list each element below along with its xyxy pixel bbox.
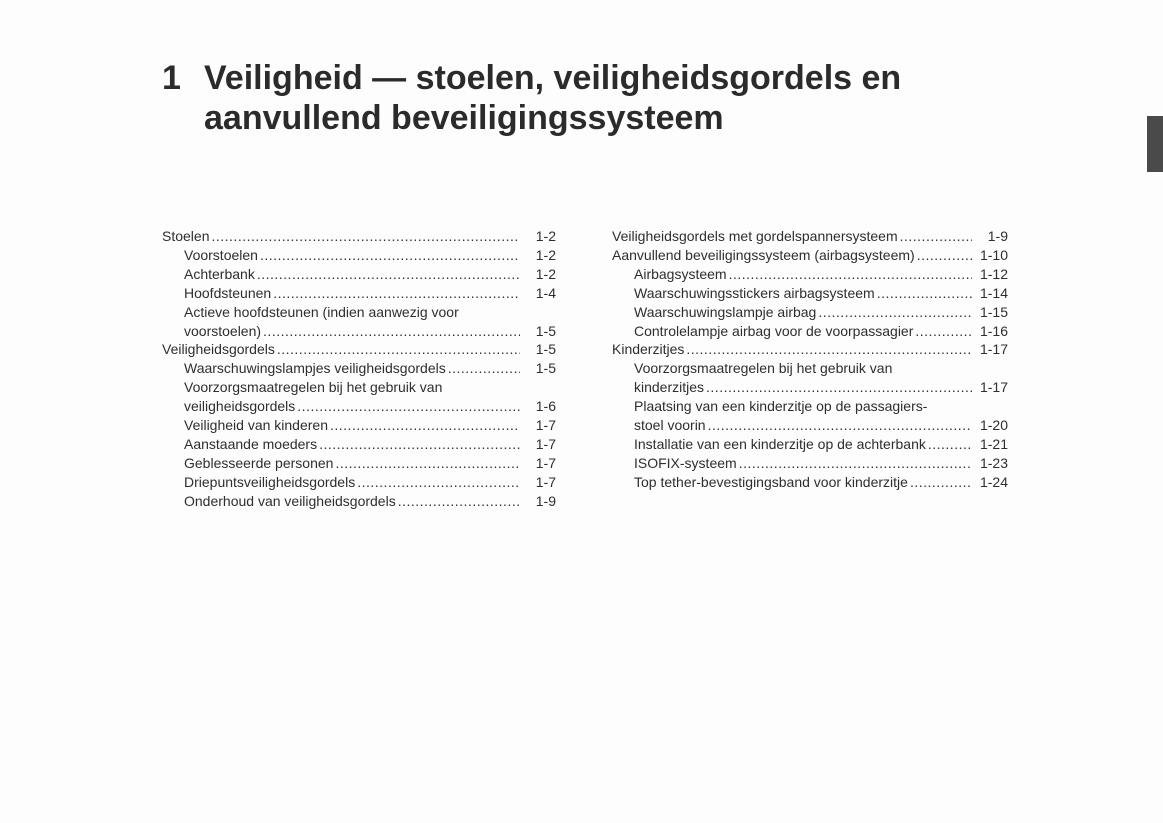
toc-entry[interactable] xyxy=(612,454,1008,473)
toc-entry-label: Controlelampje airbag voor de voorpassagier xyxy=(634,322,914,339)
toc-entry[interactable] xyxy=(162,340,556,359)
toc-entry-page: 1-9 xyxy=(987,228,1008,244)
leader-dots xyxy=(357,473,520,492)
toc-entry-page: 1-7 xyxy=(535,417,556,434)
leader-dots xyxy=(297,397,520,416)
leader-dots xyxy=(910,473,972,492)
leader-dots xyxy=(686,340,972,359)
leader-dots xyxy=(739,454,972,473)
toc-entry[interactable] xyxy=(162,246,556,265)
toc-entry-page: 1-7 xyxy=(535,435,556,452)
toc-entry[interactable] xyxy=(162,265,556,284)
toc-entry[interactable] xyxy=(162,435,556,454)
toc-entry-label-line1: Voorzorgsmaatregelen bij het gebruik van xyxy=(634,360,893,377)
toc-entry[interactable] xyxy=(612,265,1008,284)
leader-dots xyxy=(211,227,520,246)
toc-entry[interactable] xyxy=(162,492,556,511)
toc-entry[interactable] xyxy=(162,473,556,492)
toc-entry[interactable] xyxy=(612,227,1008,246)
leader-dots xyxy=(729,265,972,284)
toc-entry-label-line2: voorstoelen) xyxy=(184,322,262,339)
toc-entry-label: Waarschuwingslampjes veiligheidsgordels xyxy=(184,360,446,377)
leader-dots xyxy=(915,322,972,341)
toc-entry-label-line2: veiligheidsgordels xyxy=(184,398,296,415)
toc-entry[interactable] xyxy=(612,473,1008,492)
leader-dots xyxy=(398,492,520,511)
toc-entry-page: 1-2 xyxy=(535,246,556,263)
leader-dots xyxy=(706,378,972,397)
toc-entry-page: 1-12 xyxy=(979,265,1008,282)
toc-entry-label: ISOFIX-systeem xyxy=(634,454,737,471)
toc-entry-label: Installatie van een kinderzitje op de achterbank xyxy=(634,435,926,452)
toc-entry-label: Waarschuwingsstickers airbagsysteem xyxy=(634,284,875,301)
chapter-tab-marker xyxy=(1147,116,1163,172)
toc-entry-label: Geblesseerde personen xyxy=(184,454,334,471)
leader-dots xyxy=(319,435,520,454)
leader-dots xyxy=(818,303,972,322)
toc-entry-label: Veiligheidsgordels met gordelspannersysteem xyxy=(612,228,898,244)
toc-entry-label: Voorstoelen xyxy=(184,246,258,263)
toc-entry-label: Driepuntsveiligheidsgordels xyxy=(184,473,356,490)
toc-entry-page: 1-21 xyxy=(979,435,1008,452)
toc-entry-label: Veiligheid van kinderen xyxy=(184,417,328,434)
toc-entry-label-line2: stoel voorin xyxy=(634,417,706,434)
leader-dots xyxy=(928,435,972,454)
toc-entry-label: Aanvullend beveiligingssysteem (airbagsysteem) xyxy=(612,246,915,263)
toc-entry[interactable] xyxy=(162,397,556,416)
toc-entry-label: Onderhoud van veiligheidsgordels xyxy=(184,492,396,509)
leader-dots xyxy=(273,284,520,303)
chapter-number: 1 xyxy=(162,59,181,97)
toc-entry-page: 1-2 xyxy=(535,265,556,282)
toc-entry[interactable] xyxy=(162,416,556,435)
leader-dots xyxy=(917,246,972,265)
toc-entry[interactable] xyxy=(162,359,556,378)
toc-entry-label: Hoofdsteunen xyxy=(184,284,272,301)
toc-entry[interactable] xyxy=(612,416,1008,435)
toc-entry-page: 1-15 xyxy=(979,303,1008,320)
toc-entry-label: Stoelen xyxy=(162,228,210,244)
toc-entry-label: Waarschuwingslampje airbag xyxy=(634,303,817,320)
leader-dots xyxy=(335,454,520,473)
toc-entry-label-line1: Plaatsing van een kinderzitje op de passagiers- xyxy=(634,398,928,415)
leader-dots xyxy=(877,284,972,303)
toc-entry-label-line1: Voorzorgsmaatregelen bij het gebruik van xyxy=(184,379,443,396)
toc-entry-page: 1-23 xyxy=(979,454,1008,471)
toc-entry[interactable] xyxy=(162,227,556,246)
toc-entry-page: 1-5 xyxy=(535,322,556,339)
toc-entry[interactable] xyxy=(162,454,556,473)
toc-entry-page: 1-6 xyxy=(535,398,556,415)
toc-entry-page: 1-16 xyxy=(979,322,1008,339)
leader-dots xyxy=(257,265,520,284)
toc-entry-label: Top tether-bevestigingsband voor kinderzitje xyxy=(634,473,908,490)
toc-entry[interactable] xyxy=(162,322,556,341)
toc-entry-page: 1-14 xyxy=(979,284,1008,301)
toc-entry[interactable] xyxy=(612,246,1008,265)
toc-entry-label: Achterbank xyxy=(184,265,255,282)
toc-entry-page: 1-4 xyxy=(535,284,556,301)
toc-entry-label: Veiligheidsgordels xyxy=(162,341,275,358)
toc-entry-page: 1-17 xyxy=(979,341,1008,358)
toc-entry[interactable] xyxy=(612,284,1008,303)
toc-entry-page: 1-2 xyxy=(535,228,556,244)
toc-entry[interactable] xyxy=(612,303,1008,322)
toc-entry[interactable] xyxy=(162,284,556,303)
toc-entry-page: 1-5 xyxy=(535,360,556,377)
leader-dots xyxy=(330,416,520,435)
leader-dots xyxy=(260,246,520,265)
toc-entry-page: 1-20 xyxy=(979,417,1008,434)
toc-right-column xyxy=(612,227,1008,492)
leader-dots xyxy=(708,416,972,435)
toc-entry-label-line1: Actieve hoofdsteunen (indien aanwezig voor xyxy=(184,303,459,320)
toc-left-column xyxy=(162,227,556,511)
toc-entry-label-line2: kinderzitjes xyxy=(634,379,705,396)
leader-dots xyxy=(263,322,520,341)
toc-entry-page: 1-9 xyxy=(535,492,556,509)
toc-entry[interactable] xyxy=(612,435,1008,454)
toc-entry-label: Kinderzitjes xyxy=(612,341,685,358)
toc-entry[interactable] xyxy=(612,378,1008,397)
leader-dots xyxy=(900,227,972,246)
toc-entry-page: 1-7 xyxy=(535,454,556,471)
toc-entry-page: 1-24 xyxy=(979,473,1008,490)
toc-entry[interactable] xyxy=(612,322,1008,341)
toc-entry-page: 1-10 xyxy=(979,246,1008,263)
toc-entry[interactable] xyxy=(612,340,1008,359)
chapter-title: Veiligheid — stoelen, veiligheidsgordels en aanvullend beveiligingssysteem xyxy=(204,59,902,137)
leader-dots xyxy=(448,359,520,378)
toc-entry-label: Aanstaande moeders xyxy=(184,435,318,452)
toc-entry-page: 1-7 xyxy=(535,473,556,490)
toc-entry-page: 1-5 xyxy=(535,341,556,358)
toc-entry-page: 1-17 xyxy=(979,379,1008,396)
toc-entry-label: Airbagsysteem xyxy=(634,265,727,282)
leader-dots xyxy=(277,340,520,359)
